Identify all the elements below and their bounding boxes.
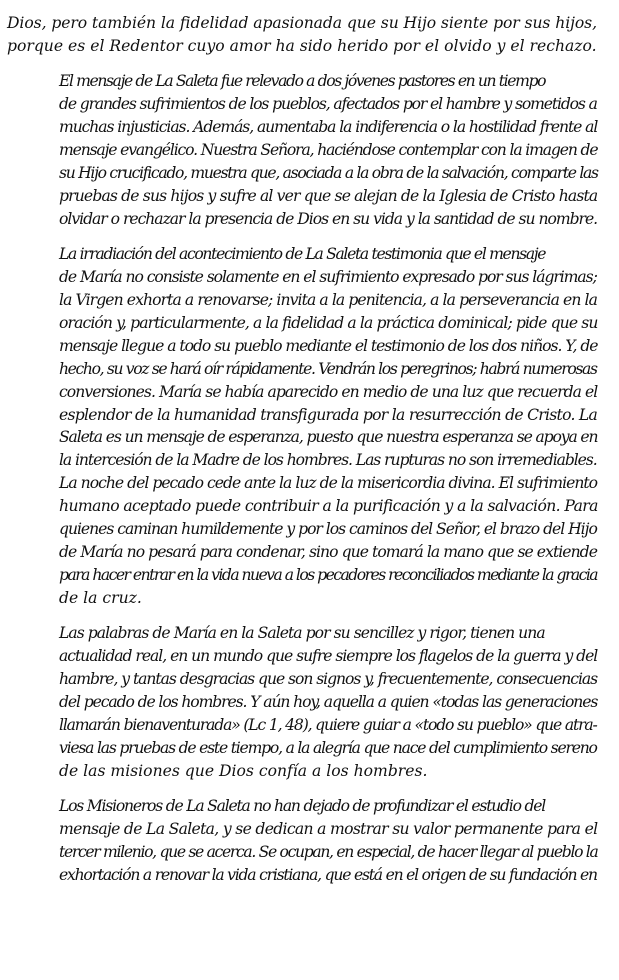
text-line: humano aceptado puede contribuir a la purificación y a la salvación. Para xyxy=(59,497,598,516)
text-line: conversiones. María se había aparecido en medio de una luz que recuerda el xyxy=(59,382,598,401)
text-line: del pecado de los hombres. Y aún hoy, aquella a quien «todas las generaciones xyxy=(59,692,598,711)
text-line: de las misiones que Dios confía a los hombres. xyxy=(59,761,428,780)
text-line: de María no pesará para condenar, sino que tomará la mano que se extiende xyxy=(59,542,598,561)
text-line: oración y, particularmente, a la fidelidad a la práctica dominical; pide que su xyxy=(59,313,598,332)
text-line: El mensaje de La Saleta fue relevado a dos jóvenes pastores en un tiempo xyxy=(59,72,546,91)
paragraph xyxy=(7,70,597,230)
text-line: mensaje de La Saleta, y se dedican a mostrar su valor permanente para el xyxy=(59,819,598,838)
text-line: mensaje evangélico. Nuestra Señora, haciéndose contemplar con la imagen de xyxy=(59,141,598,160)
text-line: esplendor de la humanidad transfigurada por la resurrección de Cristo. La xyxy=(59,405,598,424)
paragraph xyxy=(7,243,597,610)
text-line: Las palabras de María en la Saleta por su sencillez y rigor, tienen una xyxy=(59,624,545,643)
text-line: La irradiación del acontecimiento de La Saleta testimonia que el mensaje xyxy=(59,245,546,264)
text-line: Los Misioneros de La Saleta no han dejado de profundizar el estudio del xyxy=(59,797,545,815)
text-line: Dios, pero también la fidelidad apasionada que su Hijo siente por sus hijos, xyxy=(7,14,597,32)
text-line: de la cruz. xyxy=(59,588,142,607)
text-line: pruebas de sus hijos y sufre al ver que se alejan de la Iglesia de Cristo hasta xyxy=(59,186,598,205)
text-line: tercer milenio, que se acerca. Se ocupan, en especial, de hacer llegar al pueblo la xyxy=(59,842,598,861)
paragraph xyxy=(7,795,597,887)
text-line: viesa las pruebas de este tiempo, a la alegría que nace del cumplimiento sereno xyxy=(59,738,597,757)
text-line: mensaje llegue a todo su pueblo mediante el testimonio de los dos niños. Y, de xyxy=(59,336,598,355)
text-line: de María no consiste solamente en el sufrimiento expresado por sus lágrimas; xyxy=(59,268,597,287)
paragraph xyxy=(7,622,597,782)
text-line: su Hijo crucificado, muestra que, asociada a la obra de la salvación, comparte las xyxy=(59,163,598,182)
text-line: exhortación a renovar la vida cristiana, que está en el origen de su fundación en xyxy=(59,865,597,884)
text-line: muchas injusticias. Además, aumentaba la indiferencia o la hostilidad frente al xyxy=(59,118,598,137)
text-line: actualidad real, en un mundo que sufre siempre los flagelos de la guerra y del xyxy=(59,647,598,666)
text-line: quienes caminan humildemente y por los caminos del Señor, el brazo del Hijo xyxy=(59,520,597,539)
text-line: La noche del pecado cede ante la luz de la misericordia divina. El sufrimiento xyxy=(59,474,598,493)
text-line: hecho, su voz se hará oír rápidamente. Vendrán los peregrinos; habrá numerosas xyxy=(59,359,597,378)
text-line: porque es el Redentor cuyo amor ha sido herido por el olvido y el rechazo. xyxy=(7,36,597,55)
paragraph xyxy=(7,12,597,58)
text-line: la Virgen exhorta a renovarse; invita a la penitencia, a la perseverancia en la xyxy=(59,290,597,309)
text-line: la intercesión de la Madre de los hombres. Las rupturas no son irremediables. xyxy=(59,451,597,470)
text-line: para hacer entrar en la vida nueva a los pecadores reconciliados mediante la gracia xyxy=(59,565,598,584)
text-line: llamarán bienaventurada» (Lc 1, 48), quiere guiar a «todo su pueblo» que atra- xyxy=(59,715,597,734)
text-line: Saleta es un mensaje de esperanza, puesto que nuestra esperanza se apoya en xyxy=(59,428,598,447)
text-line: olvidar o rechazar la presencia de Dios en su vida y la santidad de su nombre. xyxy=(59,209,598,228)
text-line: de grandes sufrimientos de los pueblos, afectados por el hambre y sometidos a xyxy=(59,95,597,114)
document-body xyxy=(7,12,597,887)
text-line: hambre, y tantas desgracias que son signos y, frecuentemente, consecuencias xyxy=(59,669,598,688)
